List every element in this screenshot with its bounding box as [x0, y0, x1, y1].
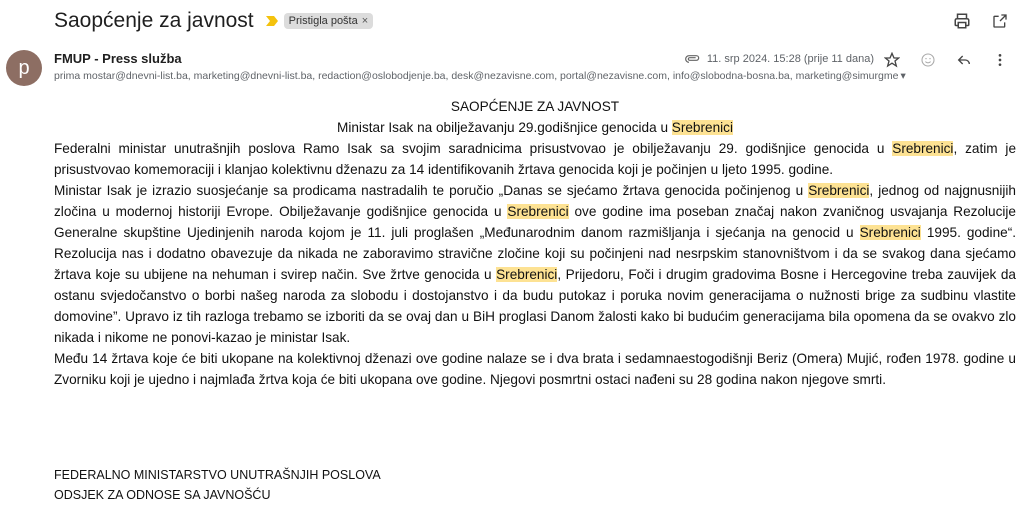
sender-avatar[interactable]: p	[6, 50, 42, 86]
attachment-icon	[685, 54, 701, 64]
message-date: 11. srp 2024. 15:28 (prije 11 dana)	[706, 53, 874, 65]
chevron-down-icon[interactable]: ▾	[900, 70, 906, 82]
recipients-list: prima mostar@dnevni-list.ba, marketing@dnevni-list.ba, redaction@oslobodjenje.ba, desk@nezavisne.com, portal@nezavisne.com, info@slobodna-bosna.ba, marketing@simurgme	[54, 70, 899, 82]
email-subject: Saopćenje za javnost	[54, 9, 254, 32]
more-vert-icon[interactable]	[990, 50, 1010, 70]
emoji-reaction-icon[interactable]	[918, 50, 938, 70]
search-highlight: Srebrenici	[671, 120, 733, 135]
search-highlight: Srebrenici	[808, 183, 870, 198]
print-icon[interactable]	[952, 11, 972, 31]
open-in-new-window-icon[interactable]	[990, 11, 1010, 31]
signature	[54, 465, 381, 505]
search-highlight: Srebrenici	[496, 267, 558, 282]
press-release-subtitle	[54, 117, 1016, 138]
subject-row	[54, 8, 373, 34]
signature-line-2: ODSJEK ZA ODNOSE SA JAVNOŠĆU	[54, 488, 271, 502]
signature-line-1: FEDERALNO MINISTARSTVO UNUTRAŠNJIH POSLOVA	[54, 468, 381, 482]
star-icon[interactable]	[882, 50, 902, 70]
paragraph-3: Među 14 žrtava koje će biti ukopane na kolektivnoj dženazi ove godine nalaze se i dva brata i sedamnaestogodišnji Beriz (Omera) Mujić, rođen 1978. godine u Zvorniku koji je ujedno i najmlađa žrtva koja će biti ukopana ove godine. Njegovi posmrtni ostaci nađeni su 28 godina nakon njegove smrti.	[54, 351, 1016, 387]
sender-name[interactable]: FMUP - Press služba	[54, 51, 182, 66]
message-body	[54, 96, 1016, 390]
recipients-line[interactable]	[54, 70, 949, 82]
search-highlight: Srebrenici	[892, 141, 954, 156]
inbox-label-chip[interactable]	[284, 13, 374, 29]
paragraph-2	[54, 180, 1016, 348]
press-release-title: SAOPĆENJE ZA JAVNOST	[450, 99, 620, 114]
search-highlight: Srebrenici	[507, 204, 569, 219]
paragraph-text: Federalni ministar unutrašnjih poslova Ramo Isak sa svojim saradnicima prisustvovao je obilježavanju 29. godišnjice genocida u	[54, 141, 893, 156]
paragraph-text: Ministar Isak je izrazio suosjećanje sa prodicama nastradalih te poručio „Danas se sjećamo žrtava genocida počinjenog u	[54, 183, 809, 198]
thread-actions	[952, 11, 1010, 31]
paragraph-text: , jednog od najgnusnijih zločina u modernoj historiji Evrope. Obilježavanje godišnjice genocida u	[54, 183, 1016, 219]
message-actions	[882, 50, 1010, 70]
paragraph-text: ove godine ima poseban značaj nakon zvaničnog usvajanja Rezolucije Generalne skupštine Ujedinjenih naroda kojom je 11. juli proglašen „Međunarodnim danom razmišljanja i sjećanja na genocid u	[54, 204, 1016, 240]
importance-marker-icon[interactable]	[266, 16, 278, 26]
label-chip-text: Pristigla pošta	[288, 15, 358, 27]
paragraph-text: 1995. godine“. Rezolucija nas i dodatno obavezuje da nikada ne zaboravimo stravične zločine koji su počinjeni nad nesrpskim stanovništvom i da se svakog dana sjećamo žrtava koje su ubijene na nehuman i svirep način. Sve žrtve genocida u	[54, 225, 1016, 282]
remove-label-button[interactable]: ×	[361, 15, 369, 27]
message-meta	[685, 53, 874, 65]
paragraph-1	[54, 138, 1016, 180]
paragraph-text: , Prijedoru, Foči i drugim gradovima Bosne i Hercegovine treba zauvijek da ostanu svjedočanstvo o borbi našeg naroda za slobodu i dostojanstvo i da budu putokaz i poruka novim generacijama o nužnosti brige za sudbinu vlastite domovine”. Upravo iz tih razloga trebamo se izboriti da se ovaj dan u BiH proglasi Danom žalosti kako bi budućim generacijama bila opomena da se ovakvo zlo nikada i nikome ne ponovi-kazao je ministar Isak.	[54, 267, 1016, 345]
reply-icon[interactable]	[954, 50, 974, 70]
search-highlight: Srebrenici	[859, 225, 921, 240]
paragraph-text: , zatim je prisustvovao komemoraciji i klanjao kolektivnu dženazu za 14 identifikovanih žrtava genocida koji je počinjen u ljeto 1995. godine.	[54, 141, 1016, 177]
subtitle-text: Ministar Isak na obilježavanju 29.godišnjice genocida u	[337, 120, 672, 135]
